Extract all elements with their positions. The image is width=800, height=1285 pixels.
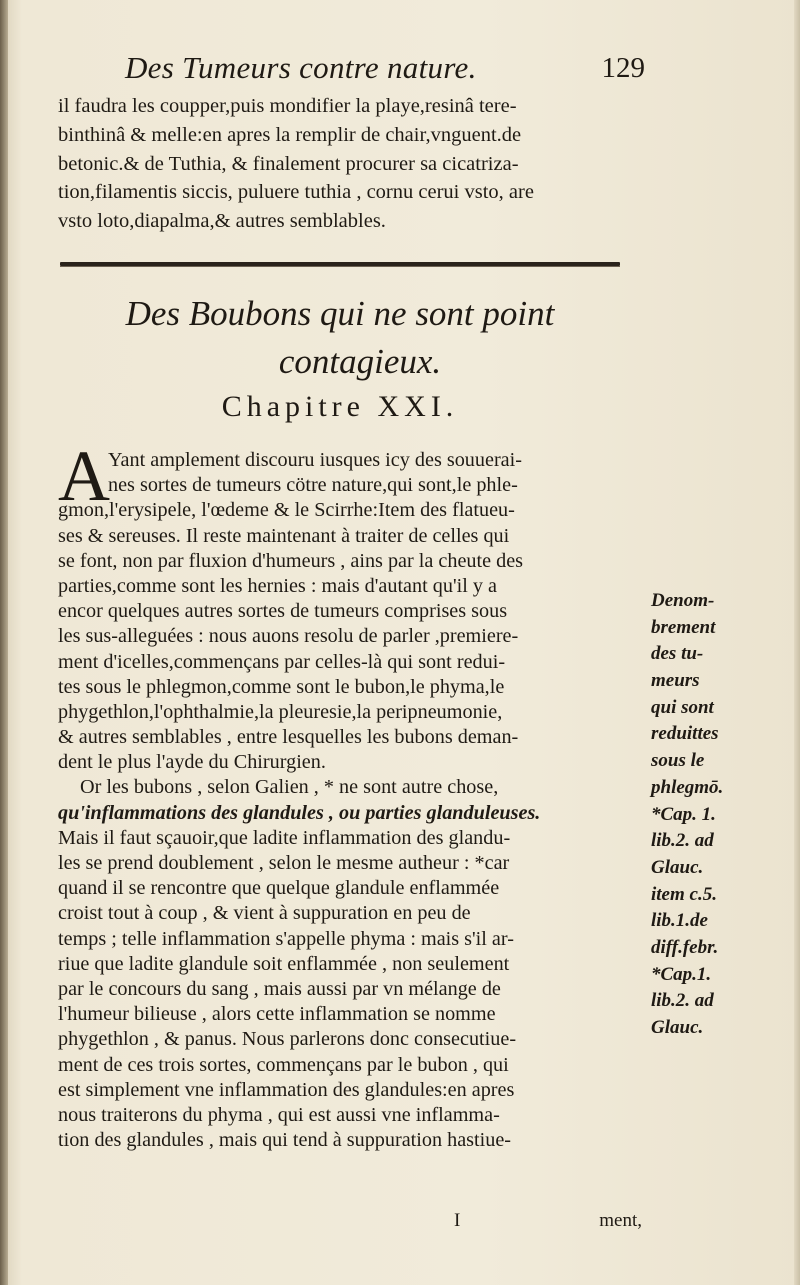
text-line: croist tout à coup , & vient à suppuration en peu de <box>58 902 471 925</box>
text-line: tes sous le phlegmon,comme sont le bubon,le phyma,le <box>58 675 505 698</box>
signature-mark: I <box>454 1210 461 1231</box>
text-line: gmon,l'erysipele, l'œdeme & le Scirrhe:Item des flatueu- <box>58 499 515 522</box>
margin-notes <box>651 588 791 1042</box>
continued-text <box>58 92 636 236</box>
text-line: quand il se rencontre que quelque glandule enflammée <box>58 877 500 900</box>
section-divider-thin <box>60 266 620 267</box>
margin-note-line: *Cap.1. <box>651 963 712 985</box>
margin-note-line: lib.1.de <box>651 910 708 932</box>
margin-note-line: Glauc. <box>651 856 704 878</box>
drop-cap: A <box>58 436 110 516</box>
text-line: les sus-alleguées : nous auons resolu de parler ,premiere- <box>58 625 519 648</box>
text-line: vsto loto,diapalma,& autres semblables. <box>58 210 386 233</box>
chapter-title-line: contagieux. <box>278 342 442 381</box>
margin-note-line: reduittes <box>651 723 719 745</box>
text-line: par le concours du sang , mais aussi par vn mélange de <box>58 977 501 1000</box>
page-footer <box>58 1210 642 1238</box>
margin-note-line: item c.5. <box>651 883 717 905</box>
margin-note-line: Glauc. <box>651 1017 704 1038</box>
margin-note-line: qui sont <box>651 696 714 718</box>
margin-note-line: lib.2. ad <box>651 830 714 852</box>
margin-note-line: *Cap. 1. <box>651 803 716 825</box>
margin-note-line: Denom- <box>651 590 715 611</box>
text-line: il faudra les coupper,puis mondifier la playe,resinâ tere- <box>58 95 517 117</box>
text-line: ment de ces trois sortes, commençans par le bubon , qui <box>58 1053 509 1076</box>
text-line: encor quelques autres sortes de tumeurs comprises sous <box>58 600 508 623</box>
page-edge <box>794 0 800 1285</box>
margin-note-line: brement <box>651 616 716 638</box>
text-line: est simplement vne inflammation des glandules:en apres <box>58 1078 515 1101</box>
text-line: riue que ladite glandule soit enflammée , non seulement <box>58 952 510 975</box>
running-title: Des Tumeurs contre nature. <box>125 50 477 85</box>
chapter-number: Chapitre XXI. <box>221 390 459 423</box>
text-line: qu'inflammations des glandules , ou parties glanduleuses. <box>58 801 541 824</box>
text-line: ment d'icelles,commençans par celles-là qui sont redui- <box>58 650 506 673</box>
page-header <box>125 50 645 94</box>
margin-note-line: phlegmō. <box>651 776 724 798</box>
chapter-title-line: Des Boubons qui ne sont point <box>125 294 555 333</box>
text-line: l'humeur bilieuse , alors cette inflammation se nomme <box>58 1003 496 1026</box>
page-number: 129 <box>601 52 645 84</box>
text-line: nous traiterons du phyma , qui est aussi vne inflamma- <box>58 1103 500 1126</box>
margin-note-line: lib.2. ad <box>651 990 714 1012</box>
text-line: Or les bubons , selon Galien , * ne sont autre chose, <box>80 776 499 799</box>
margin-note-line: diff.febr. <box>651 936 719 958</box>
text-line: Mais il faut sçauoir,que ladite inflammation des glandu- <box>58 826 511 849</box>
margin-note-line: meurs <box>651 670 700 692</box>
text-line: nes sortes de tumeurs cötre nature,qui sont,le phle- <box>108 474 518 497</box>
margin-note-line: des tu- <box>651 643 704 665</box>
text-line: dent le plus l'ayde du Chirurgien. <box>58 751 326 774</box>
text-line: se font, non par fluxion d'humeurs , ains par la cheute des <box>58 549 524 572</box>
text-line: tion des glandules , mais qui tend à suppuration hastiue- <box>58 1129 512 1152</box>
text-line: parties,comme sont les hernies : mais d'autant qu'il y a <box>58 574 497 597</box>
text-line: temps ; telle inflammation s'appelle phyma : mais s'il ar- <box>58 927 514 950</box>
text-line: binthinâ & melle:en apres la remplir de chair,vnguent.de <box>58 123 522 146</box>
text-line: phygethlon , & panus. Nous parlerons donc consecutiue- <box>58 1028 517 1051</box>
text-line: Yant amplement discouru iusques icy des souuerai- <box>108 449 522 471</box>
page-gutter <box>0 0 8 1285</box>
text-line: ses & sereuses. Il reste maintenant à traiter de celles qui <box>58 524 510 547</box>
text-line: phygethlon,l'ophthalmie,la pleuresie,la peripneumonie, <box>58 700 503 723</box>
text-line: & autres semblables , entre lesquelles les bubons deman- <box>58 726 519 749</box>
chapter-body <box>58 436 638 1153</box>
margin-note-line: sous le <box>651 750 705 772</box>
text-line: tion,filamentis siccis, puluere tuthia , cornu cerui vsto, are <box>58 181 534 204</box>
text-line: les se prend doublement , selon le mesme autheur : *car <box>58 852 510 874</box>
catchword: ment, <box>599 1210 642 1231</box>
chapter-title <box>0 290 680 386</box>
text-line: betonic.& de Tuthia, & finalement procurer sa cicatriza- <box>58 152 519 175</box>
